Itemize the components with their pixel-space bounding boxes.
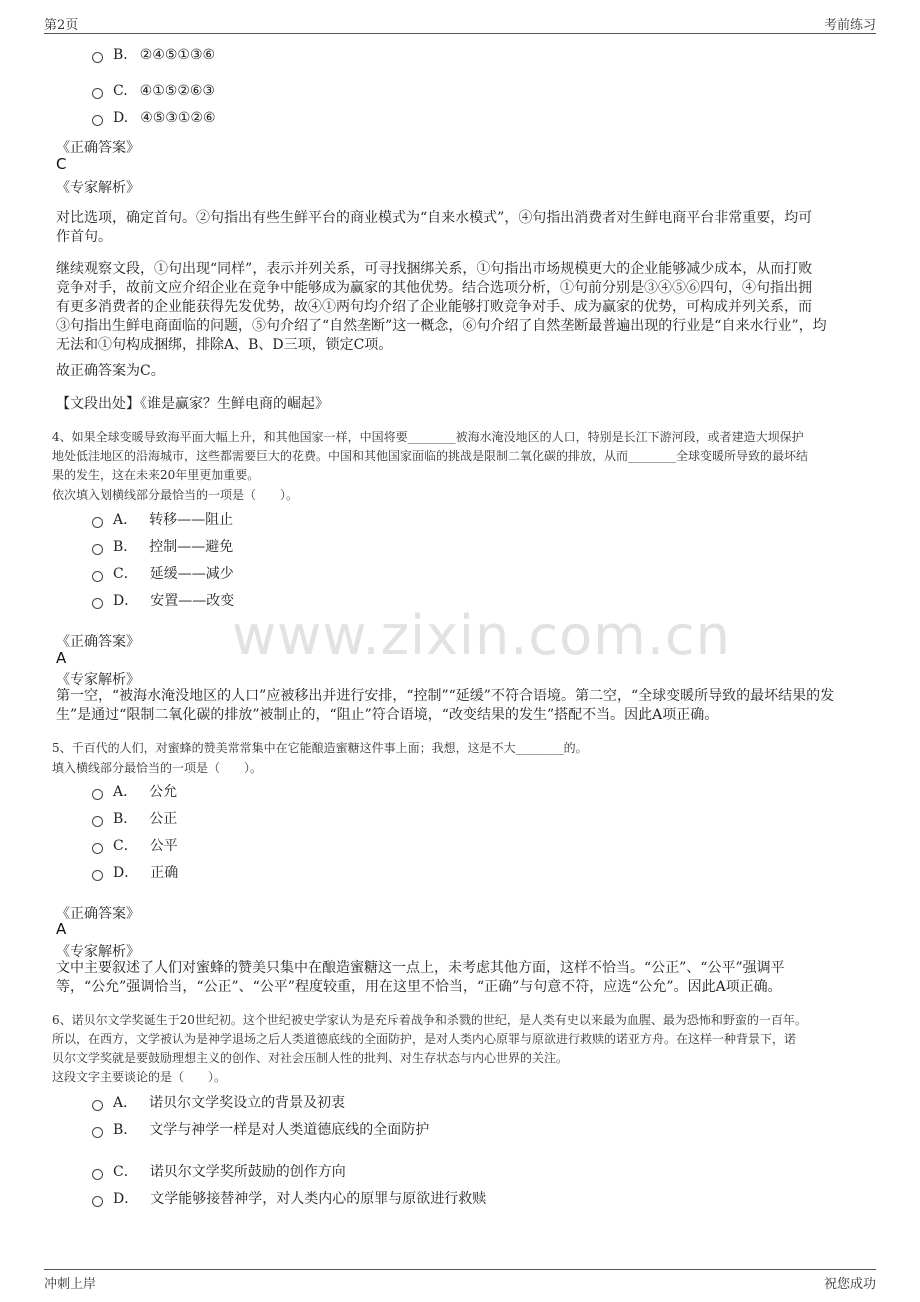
option-a[interactable]: A． 公允: [92, 781, 177, 801]
question-prompt: 填入横线部分最恰当的一项是（ ）。: [52, 761, 263, 775]
analysis-paragraph: 继续观察文段，①句出现“同样”，表示并列关系，可寻找捆绑关系，①句指出市场规模更大的企业能够减少成本，从而打败 竞争对手，故前文应介绍企业在竞争中能够成为赢家的其他优势。结合选项分析，①句前分别是③④⑤⑥四句，④句指出拥 有更多消费者的企业能获得先发优势，故④①两句均介绍了企业能够打败竞争对手、成为赢家的优势，可构成并列关系，而 ③句指出生鲜电商面临的问题，⑤句介绍了“自然垄断”这一概念，⑥句介绍了自然垄断最普遍出现的行业是“自来水行业”，均 无法和①句构成捆绑，排除A、B、D三项，锁定C项。: [56, 261, 827, 353]
analysis-label: 《专家解析》: [56, 672, 140, 688]
answer-label: 《正确答案》: [56, 140, 140, 156]
option-d[interactable]: D． 正确: [92, 862, 178, 882]
footer-divider: [44, 1269, 876, 1270]
radio-icon[interactable]: [92, 1196, 103, 1207]
page-number: 第2页: [44, 18, 79, 33]
radio-icon[interactable]: [92, 1169, 103, 1180]
option-d[interactable]: D. ④⑤③①②⑥: [92, 110, 216, 126]
radio-icon[interactable]: [92, 52, 103, 63]
radio-icon[interactable]: [92, 598, 103, 609]
option-a[interactable]: A． 转移——阻止: [92, 509, 233, 529]
watermark: www.zixin.com.cn: [232, 604, 731, 667]
question-prompt: 这段文字主要谈论的是（ ）。: [52, 1070, 227, 1084]
radio-icon[interactable]: [92, 843, 103, 854]
radio-icon[interactable]: [92, 517, 103, 528]
radio-icon[interactable]: [92, 870, 103, 881]
analysis-label: 《专家解析》: [56, 180, 140, 196]
answer-value: C: [56, 155, 67, 173]
option-b[interactable]: B． 公正: [92, 808, 177, 828]
radio-icon[interactable]: [92, 88, 103, 99]
answer-value: A: [56, 920, 67, 938]
question-stem: 5、千百代的人们，对蜜蜂的赞美常常集中在它能酿造蜜糖这件事上面；我想，这是不大________的。: [52, 741, 588, 755]
analysis-paragraph: 第一空，“被海水淹没地区的人口”应被移出并进行安排，“控制”“延缓”不符合语境。第二空，“全球变暖所导致的最坏结果的发 生”是通过“限制二氧化碳的排放”被制止的，“阻止”符合语境，“改变结果的发生”搭配不当。因此A项正确。: [56, 688, 835, 723]
footer-left: 冲刺上岸: [44, 1277, 97, 1292]
footer-right: 祝您成功: [823, 1277, 876, 1292]
option-c[interactable]: C. ④①⑤②⑥③: [92, 83, 215, 99]
answer-label: 《正确答案》: [56, 906, 140, 922]
radio-icon[interactable]: [92, 1100, 103, 1111]
option-d[interactable]: D． 安置——改变: [92, 590, 234, 610]
option-c[interactable]: C． 公平: [92, 835, 178, 855]
radio-icon[interactable]: [92, 1127, 103, 1138]
option-b[interactable]: B． 控制——避免: [92, 536, 233, 556]
analysis-paragraph: 文中主要叙述了人们对蜜蜂的赞美只集中在酿造蜜糖这一点上，未考虑其他方面，这样不恰当。“公正”、“公平”强调平 等，“公允”强调恰当，“公正”、“公平”程度较重，用在这里不恰当，“正确”与句意不符，应选“公允”。因此A项正确。: [56, 960, 785, 995]
option-a[interactable]: A． 诺贝尔文学奖设立的背景及初衷: [92, 1092, 345, 1112]
radio-icon[interactable]: [92, 571, 103, 582]
analysis-paragraph: 对比选项，确定首句。②句指出有些生鲜平台的商业模式为“自来水模式”，④句指出消费者对生鲜电商平台非常重要，均可 作首句。: [56, 210, 813, 245]
option-c[interactable]: C． 延缓——减少: [92, 563, 234, 583]
question-stem: 6、诺贝尔文学奖诞生于20世纪初。这个世纪被史学家认为是充斥着战争和杀戮的世纪，是人类有史以来最为血腥、最为恐怖和野蛮的一百年。 所以，在西方，文学被认为是神学退场之后人类道德底线的全面防护，是对人类内心原罪与原欲进行救赎的诺亚方舟。在这样一种背景下，诺 贝尔文学奖就是要鼓励理想主义的创作、对社会压制人性的批判、对生存状态与内心世界的关注。: [52, 1013, 807, 1065]
radio-icon[interactable]: [92, 816, 103, 827]
source-citation: 【文段出处】《谁是赢家？生鲜电商的崛起》: [56, 396, 329, 412]
radio-icon[interactable]: [92, 115, 103, 126]
analysis-label: 《专家解析》: [56, 944, 140, 960]
question-prompt: 依次填入划横线部分最恰当的一项是（ ）。: [52, 488, 299, 502]
answer-label: 《正确答案》: [56, 634, 140, 650]
option-d[interactable]: D． 文学能够接替神学，对人类内心的原罪与原欲进行救赎: [92, 1188, 486, 1208]
radio-icon[interactable]: [92, 789, 103, 800]
analysis-conclusion: 故正确答案为C。: [56, 363, 165, 379]
option-c[interactable]: C． 诺贝尔文学奖所鼓励的创作方向: [92, 1161, 346, 1181]
option-b[interactable]: B． 文学与神学一样是对人类道德底线的全面防护: [92, 1119, 429, 1139]
header-divider: [44, 33, 876, 34]
header-title: 考前练习: [823, 18, 876, 33]
question-stem: 4、如果全球变暖导致海平面大幅上升，和其他国家一样，中国将要________被海水淹没地区的人口，特别是长江下游河段，或者建造大坝保护 地处低洼地区的沿海城市，这些都需要巨大的花费。中国和其他国家面临的挑战是限制二氧化碳的排放，从而________全球变暖所导致的最坏结 果的发生，这在未来20年里更加重要。: [52, 430, 809, 482]
radio-icon[interactable]: [92, 544, 103, 555]
option-b[interactable]: B. ②④⑤①③⑥: [92, 47, 215, 63]
answer-value: A: [56, 649, 67, 667]
